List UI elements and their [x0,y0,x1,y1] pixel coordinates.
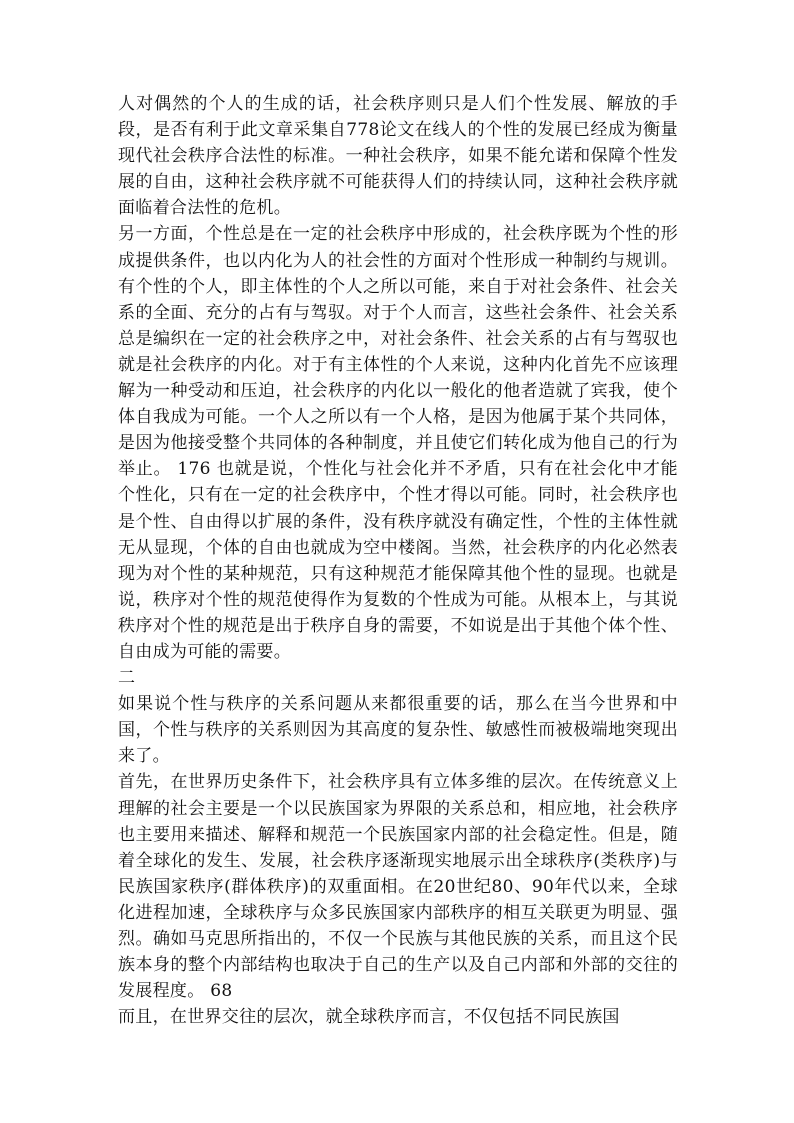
paragraph-global-order-layers: 首先，在世界历史条件下，社会秩序具有立体多维的层次。在传统意义上理解的社会主要是一个以民族国家为界限的关系总和，相应地，社会秩序也主要用来描述、解释和规范一个民族国家内部的社会稳定性。但是，随着全球化的发生、发展，社会秩序逐渐现实地展示出全球秩序(类秩序)与民族国家秩序(群体秩序)的双重面相。在20世纪80、90年代以来，全球化进程加速，全球秩序与众多民族国家内部秩序的相互关联更为明显、强烈。确如马克思所指出的，不仅一个民族与其他民族的关系，而且这个民族本身的整个内部结构也取决于自己的生产以及自己内部和外部的交往的发展程度。 68 [118,772,678,1002]
paragraph-order-shapes-individuality: 另一方面，个性总是在一定的社会秩序中形成的，社会秩序既为个性的形成提供条件，也以内化为人的社会性的方面对个性形成一种制约与规训。有个性的个人，即主体性的个人之所以可能，来自于对社会条件、社会关系的全面、充分的占有与驾驭。对于个人而言，这些社会条件、社会关系总是编织在一定的社会秩序之中，对社会条件、社会关系的占有与驾驭也就是社会秩序的内化。对于有主体性的个人来说，这种内化首先不应该理解为一种受动和压迫，社会秩序的内化以一般化的他者造就了宾我，使个体自我成为可能。一个人之所以有一个人格，是因为他属于某个共同体，是因为他接受整个共同体的各种制度，并且使它们转化成为他自己的行为举止。 176 也就是说，个性化与社会化并不矛盾，只有在社会化中才能个性化，只有在一定的社会秩序中，个性才得以可能。同时，社会秩序也是个性、自由得以扩展的条件，没有秩序就没有确定性，个性的主体性就无从显现，个体的自由也就成为空中楼阁。当然，社会秩序的内化必然表现为对个性的某种规范，只有这种规范才能保障其他个性的显现。也就是说，秩序对个性的规范使得作为复数的个性成为可能。从根本上，与其说秩序对个性的规范是出于秩序自身的需要，不如说是出于其他个体个性、自由成为可能的需要。 [118,224,678,662]
paragraph-contemporary-relevance: 如果说个性与秩序的关系问题从来都很重要的话，那么在当今世界和中国，个性与秩序的关系则因为其高度的复杂性、敏感性而被极端地突现出来了。 [118,694,678,767]
paragraph-world-interaction: 而且，在世界交往的层次，就全球秩序而言，不仅包括不同民族国 [118,1007,620,1028]
paragraph-individuality-as-legitimacy: 人对偶然的个人的生成的话，社会秩序则只是人们个性发展、解放的手段，是否有利于此文章采集自778论文在线人的个性的发展已经成为衡量现代社会秩序合法性的标准。一种社会秩序，如果不能允诺和保障个性发展的自由，这种社会秩序就不可能获得人们的持续认同，这种社会秩序就面临着合法性的危机。 [118,94,678,219]
section-heading-two: 二 [118,668,136,689]
document-page [118,91,678,1030]
